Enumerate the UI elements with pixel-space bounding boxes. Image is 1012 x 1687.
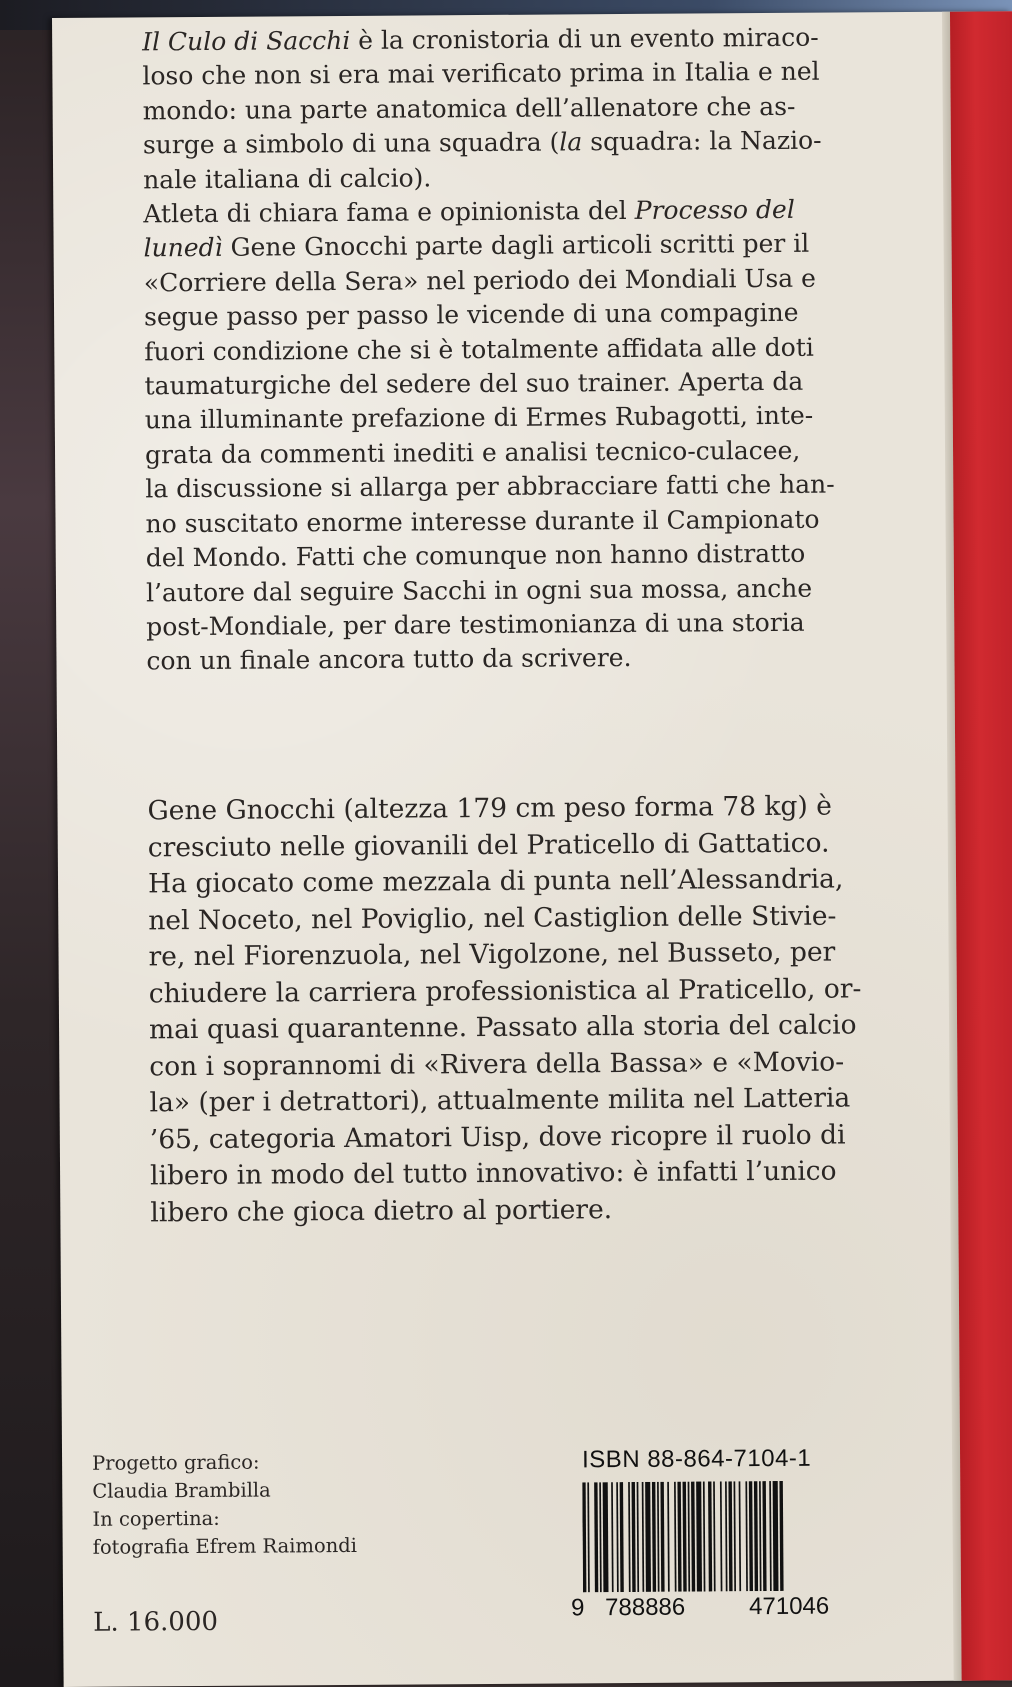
barcode-bar [720,1481,722,1591]
blurb-line [143,227,883,267]
barcode-bar [599,1482,601,1592]
blurb-line [142,20,882,60]
barcode-bar [754,1481,758,1591]
barcode-bar [745,1481,747,1591]
design-label: Progetto grafico: [92,1450,260,1475]
bio-line: Ha giocato come mezzala di punta nell’Alessandria, [147,863,844,900]
blurb-line: nale italiana di calcio). [143,162,432,194]
blurb-line: segue passo per passo le vicende di una compagine [143,298,799,332]
blurb-paragraph [142,20,887,679]
barcode-bar [616,1482,618,1592]
cover-label: In copertina: [92,1506,220,1531]
barcode-bar [611,1482,613,1592]
barcode-bar [762,1481,766,1591]
barcode-bar [734,1481,736,1591]
bio-line: chiudere la carriera professionistica al Praticello, or- [148,972,862,1009]
barcode-bar [594,1482,598,1592]
blurb-line-4b: squadra: la Nazio- [582,125,822,157]
blurb-line: la discussione si allarga per abbracciare fatti che han- [145,469,835,504]
processo-italic: Processo del [634,194,795,225]
blurb-line: mondo: una parte anatomica dell’allenatore che as- [142,91,796,126]
bio-line: Gene Gnocchi (altezza 179 cm peso forma 78 kg) è [147,790,833,827]
barcode-lead-digit: 9 [571,1594,585,1622]
barcode-bar [696,1482,702,1592]
barcode-bar [632,1482,636,1592]
isbn-label: ISBN 88-864-7104-1 [581,1444,812,1474]
blurb-line: loso che non si era mai verificato prima in Italia e nel [142,57,820,91]
barcode-bar [628,1482,630,1592]
blurb-line: del Mondo. Fatti che comunque non hanno distratto [145,538,806,573]
bio-line: libero che gioca dietro al portiere. [150,1193,613,1228]
blurb-line [143,192,883,232]
author-bio-paragraph [147,788,892,1231]
bio-line: con i soprannomi di «Rivera della Bassa» e «Movio- [149,1045,845,1082]
barcode-bar [779,1481,783,1591]
barcode-bar [703,1481,705,1591]
barcode-bar [683,1482,687,1592]
barcode-bar [620,1482,624,1592]
blurb-line: l’autore dal seguire Sacchi in ogni sua mossa, anche [145,573,813,607]
credits-block [92,1448,413,1562]
blurb-line-1-rest: è la cronistoria di un evento miraco- [350,22,819,55]
cover-credit: fotografia Efrem Raimondi [92,1533,358,1559]
barcode-bar [708,1481,712,1591]
barcode-bar [657,1482,659,1592]
barcode-bar [739,1481,741,1591]
blurb-line: grata da commenti inediti e analisi tecnico-culacee, [144,435,801,470]
barcode-bar [582,1482,586,1592]
barcode-bar [637,1482,639,1592]
bio-line: la» (per i detrattori), attualmente milita nel Latteria [149,1082,851,1119]
barcode-bar [773,1481,779,1591]
barcode-bar [728,1481,732,1591]
barcode-bar [677,1482,681,1592]
bio-line: nel Noceto, nel Poviglio, nel Castiglion delle Stivie- [148,900,837,936]
price: L. 16.000 [93,1606,219,1638]
blurb-line [143,123,883,163]
barcode-bar [688,1482,690,1592]
blurb-line: una illuminante prefazione di Ermes Rubagotti, inte- [144,401,814,435]
blurb-line-7-rest: Gene Gnocchi parte dagli articoli scritti per il [222,229,810,263]
book-title-italic: Il Culo di Sacchi [142,25,351,57]
barcode-bar [652,1482,656,1592]
red-spine [950,11,1012,1680]
barcode-bar [749,1481,753,1591]
blurb-line: post-Mondiale, per dare testimonianza di una storia [146,607,805,642]
blurb-line: taumaturgiche del sedere del suo trainer. Aperta da [144,366,804,401]
barcode-bar [603,1482,609,1592]
design-name: Claudia Brambilla [92,1478,271,1503]
bio-line: ’65, categoria Amatori Uisp, dove ricopre il ruolo di [149,1118,846,1155]
bio-line: re, nel Fiorenzuola, nel Vigolzone, nel Busseto, per [148,936,836,973]
blurb-line-4a: surge a simbolo di una squadra ( [142,127,560,160]
barcode-bar [674,1482,676,1592]
la-italic: la [559,127,583,157]
barcode-bar [645,1482,651,1592]
lunedi-italic: lunedì [143,233,223,263]
barcode-bar [769,1481,771,1591]
blurb-line: con un finale ancora tutto da scrivere. [146,643,632,676]
barcode-digits [571,1592,861,1622]
barcode-bar [587,1482,589,1592]
blurb-line: fuori condizione che si è totalmente affidata alle doti [144,332,814,367]
barcode-bar [725,1481,727,1591]
blurb-line-6a: Atleta di chiara fama e opinionista del [143,195,635,229]
blurb-line: «Corriere della Sera» nel periodo dei Mondiali Usa e [143,263,816,298]
bio-line: libero in modo del tutto innovativo: è infatti l’unico [149,1155,837,1192]
bio-line: cresciuto nelle giovanili del Praticello di Gattatico. [147,827,830,863]
bio-line: mai quasi quarantenne. Passato alla storia del calcio [148,1009,857,1046]
barcode-group-2: 471046 [749,1592,830,1621]
barcode-bar [660,1482,664,1592]
barcode-group-1: 788886 [605,1593,686,1622]
barcode-bar [691,1482,695,1592]
barcode-bar [667,1482,669,1592]
blurb-line: no suscitato enorme interesse durante il Campionato [145,504,820,539]
barcode-bar [759,1481,761,1591]
barcode-bar [642,1482,644,1592]
barcode [582,1480,851,1592]
book-back-cover [52,11,1012,1687]
barcode-bar [713,1481,715,1591]
